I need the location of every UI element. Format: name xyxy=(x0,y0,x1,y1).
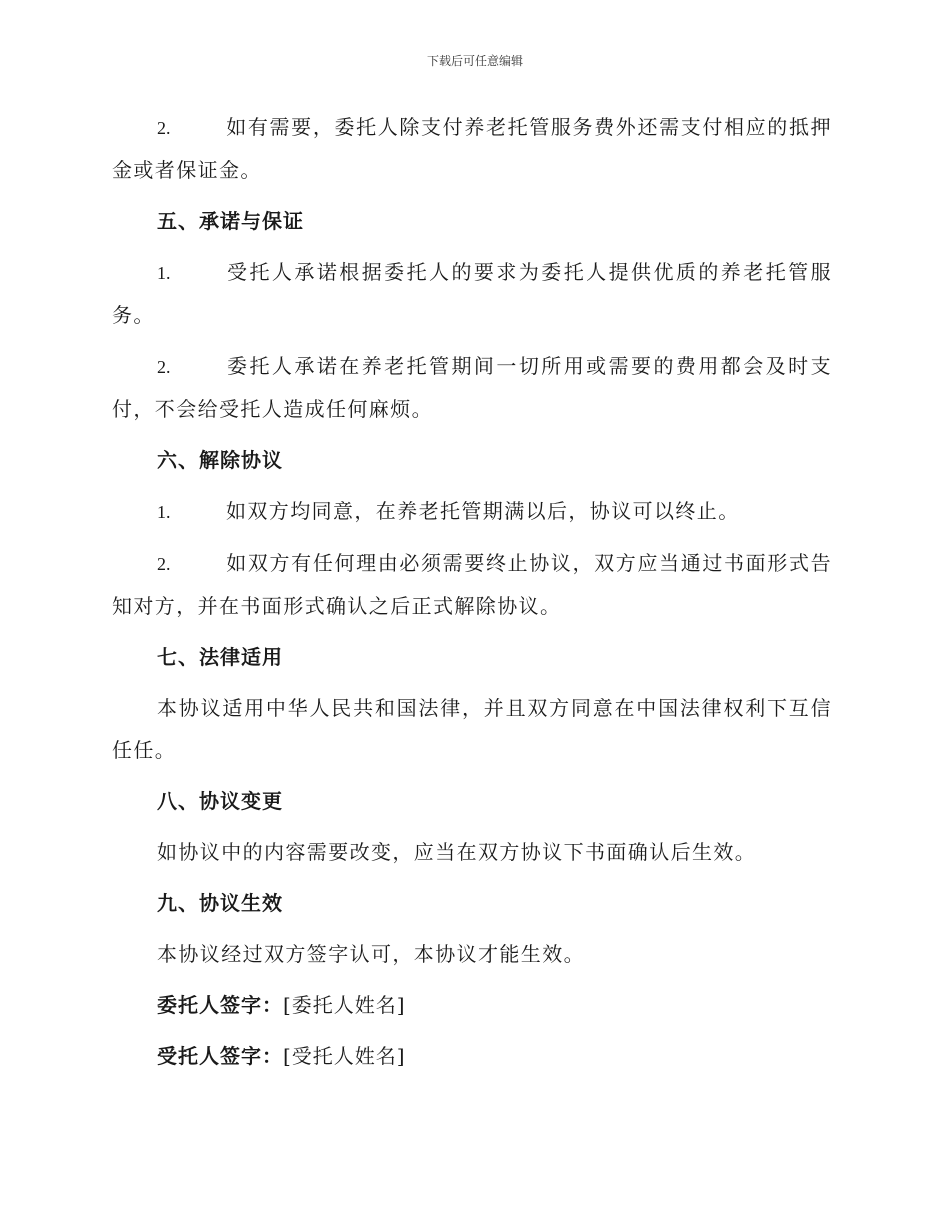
section-heading-6: 六、解除协议 xyxy=(157,448,283,472)
section-heading-5: 五、承诺与保证 xyxy=(157,209,304,233)
clause-text: 受托人承诺根据委托人的要求为委托人提供优质的养老托管服务。 xyxy=(112,260,832,327)
document-body xyxy=(112,106,832,1086)
clause-text: 委托人承诺在养老托管期间一切所用或需要的费用都会及时支付，不会给受托人造成任何麻烦。 xyxy=(112,354,832,421)
trustee-signature-label: 受托人签字： xyxy=(157,1044,283,1068)
section-heading-9: 九、协议生效 xyxy=(157,891,283,915)
principal-signature-value: [委托人姓名] xyxy=(283,993,406,1017)
principal-signature-line xyxy=(112,984,832,1026)
clause-number: 1. xyxy=(157,263,171,283)
clause-6-2 xyxy=(112,542,832,627)
principal-signature-label: 委托人签字： xyxy=(157,993,283,1017)
clause-text: 如有需要，委托人除支付养老托管服务费外还需支付相应的抵押金或者保证金。 xyxy=(112,115,832,182)
clause-text: 如双方有任何理由必须需要终止协议，双方应当通过书面形式告知对方，并在书面形式确认之后正式解除协议。 xyxy=(112,551,832,618)
clause-9-text: 本协议经过双方签字认可，本协议才能生效。 xyxy=(157,942,585,966)
clause-number: 2. xyxy=(157,554,171,574)
clause-4-2 xyxy=(112,106,832,191)
trustee-signature-line xyxy=(112,1035,832,1077)
clause-number: 1. xyxy=(157,502,171,522)
clause-8-text: 如协议中的内容需要改变，应当在双方协议下书面确认后生效。 xyxy=(157,840,757,864)
section-heading-7: 七、法律适用 xyxy=(157,645,283,669)
page-header: 下载后可任意编辑 xyxy=(426,54,523,68)
clause-6-1 xyxy=(112,490,832,533)
trustee-signature-value: [受托人姓名] xyxy=(283,1044,406,1068)
clause-number: 2. xyxy=(157,357,171,377)
section-heading-8: 八、协议变更 xyxy=(157,789,283,813)
clause-5-1 xyxy=(112,251,832,336)
clause-text: 如双方均同意，在养老托管期满以后，协议可以终止。 xyxy=(226,499,740,523)
clause-5-2 xyxy=(112,345,832,430)
clause-number: 2. xyxy=(157,118,171,138)
clause-7-text: 本协议适用中华人民共和国法律，并且双方同意在中国法律权利下互信任任。 xyxy=(112,696,832,762)
